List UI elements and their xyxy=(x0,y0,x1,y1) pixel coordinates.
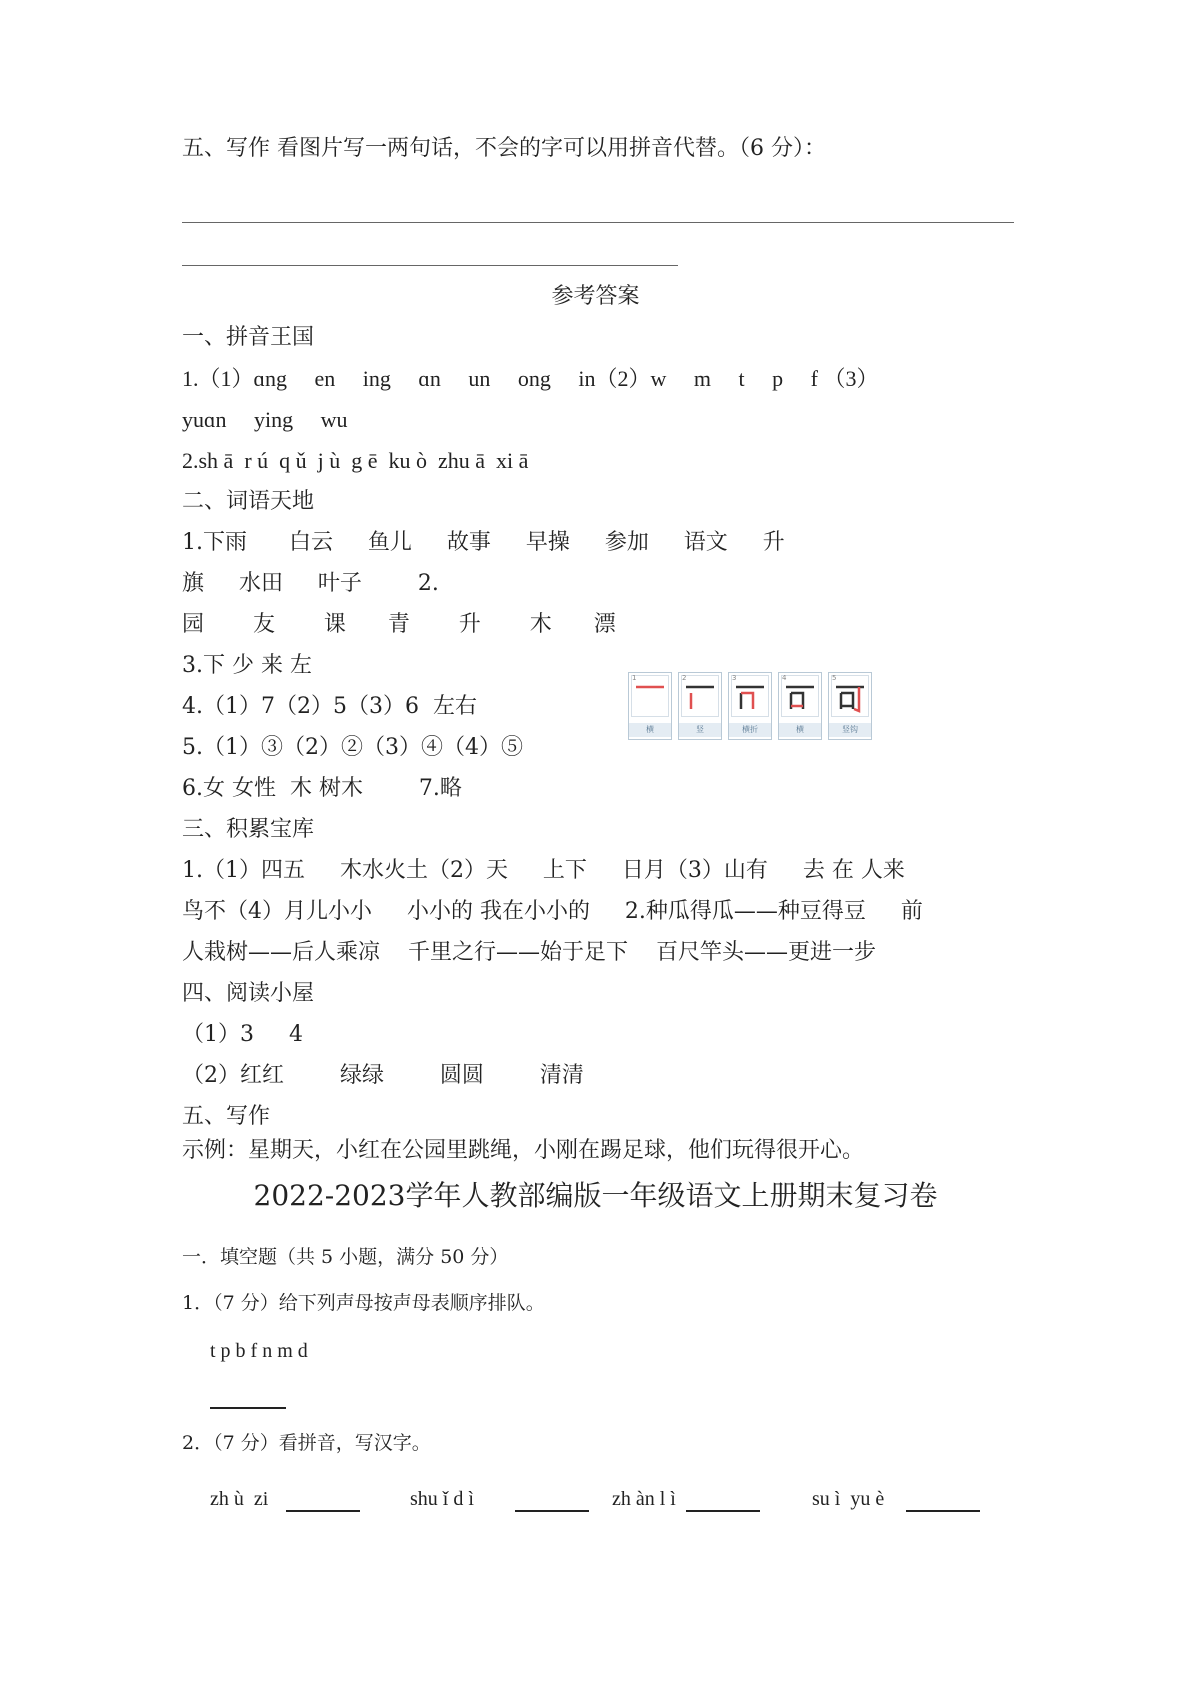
stroke-card-3: 3 横折 xyxy=(728,672,772,740)
q2-pinyin-2: shu ǐ d ì xyxy=(410,1488,474,1510)
s1-line1: 1.（1）ɑng en ing ɑn un ong in（2）w m t p f （3） xyxy=(182,366,879,391)
s2-line7: 6.女 女性 木 树木 7.略 xyxy=(182,776,462,801)
s5-line1: 示例：星期天，小红在公园里跳绳，小刚在踢足球，他们玩得很开心。 xyxy=(182,1138,865,1163)
q1-label: 1．（7 分）给下列声母按声母表顺序排队。 xyxy=(182,1292,545,1314)
s2-line4: 3.下 少 来 左 xyxy=(182,653,312,678)
s5-heading: 五、写作 xyxy=(182,1104,271,1129)
stroke-card-2: 2 竖 xyxy=(678,672,722,740)
q2-blank-3[interactable] xyxy=(686,1510,760,1512)
stroke-2-glyph xyxy=(683,679,717,715)
stroke-1-glyph xyxy=(633,679,667,715)
q2-pinyin-1: zh ù zi xyxy=(210,1488,269,1510)
answer-title: 参考答案 xyxy=(551,284,640,309)
s4-line2: （2）红红 绿绿 圆圆 清清 xyxy=(182,1063,584,1088)
writing-line-2 xyxy=(182,265,678,266)
q2-label: 2．（7 分）看拼音，写汉字。 xyxy=(182,1432,431,1454)
s1-line2: yuɑn ying wu xyxy=(182,407,348,432)
stroke-card-5: 5 竖钩 xyxy=(828,672,872,740)
s2-line5: 4.（1）7（2）5（3）6 左右 xyxy=(182,694,477,719)
q2-blank-2[interactable] xyxy=(515,1510,589,1512)
stroke-label-3: 横折 xyxy=(729,723,771,737)
exam-title: 2022-2023学年人教部编版一年级语文上册期末复习卷 xyxy=(253,1179,938,1212)
q2-pinyin-4: su ì yu è xyxy=(812,1488,885,1510)
stroke-label-5: 竖钩 xyxy=(829,723,871,737)
q1-letters: t p b f n m d xyxy=(210,1340,308,1362)
s3-line2: 鸟不（4）月儿小小 小小的 我在小小的 2.种瓜得瓜——种豆得豆 前 xyxy=(182,899,923,924)
s2-line6: 5.（1）③（2）②（3）④（4）⑤ xyxy=(182,735,523,760)
s3-heading: 三、积累宝库 xyxy=(182,817,315,842)
writing-line-1 xyxy=(182,222,1014,223)
stroke-3-glyph xyxy=(733,679,767,715)
stroke-card-4: 4 横 xyxy=(778,672,822,740)
q1-answer-blank[interactable] xyxy=(210,1407,286,1409)
s2-line3: 园 友 课 青 升 木 漂 xyxy=(182,612,616,637)
s3-line1: 1.（1）四五 木水火土（2）天 上下 日月（3）山有 去 在 人来 xyxy=(182,858,905,883)
stroke-label-4: 横 xyxy=(779,723,821,737)
part1-heading: 一．填空题（共 5 小题，满分 50 分） xyxy=(182,1246,509,1268)
s1-heading: 一、拼音王国 xyxy=(182,325,315,350)
s2-line2: 旗 水田 叶子 2. xyxy=(182,571,439,596)
s4-heading: 四、阅读小屋 xyxy=(182,981,315,1006)
section5-prompt: 五、写作 看图片写一两句话，不会的字可以用拼音代替。（6 分）： xyxy=(182,136,826,161)
s1-line3: 2.sh ā r ú q ǔ j ù g ē ku ò zhu ā xi ā xyxy=(182,448,529,473)
stroke-label-1: 横 xyxy=(629,723,671,737)
s3-line3: 人栽树——后人乘凉 千里之行——始于足下 百尺竿头——更进一步 xyxy=(182,940,876,965)
s2-heading: 二、词语天地 xyxy=(182,489,315,514)
q2-pinyin-3: zh àn l ì xyxy=(612,1488,676,1510)
q2-blank-4[interactable] xyxy=(906,1510,980,1512)
stroke-label-2: 竖 xyxy=(679,723,721,737)
s4-line1: （1）3 4 xyxy=(182,1022,303,1047)
s2-line1: 1.下雨 白云 鱼儿 故事 早操 参加 语文 升 xyxy=(182,530,785,555)
stroke-5-glyph xyxy=(833,679,867,715)
q2-blank-1[interactable] xyxy=(286,1510,360,1512)
stroke-order-figure xyxy=(628,672,873,740)
stroke-card-1: 1 横 xyxy=(628,672,672,740)
stroke-4-glyph xyxy=(783,679,817,715)
